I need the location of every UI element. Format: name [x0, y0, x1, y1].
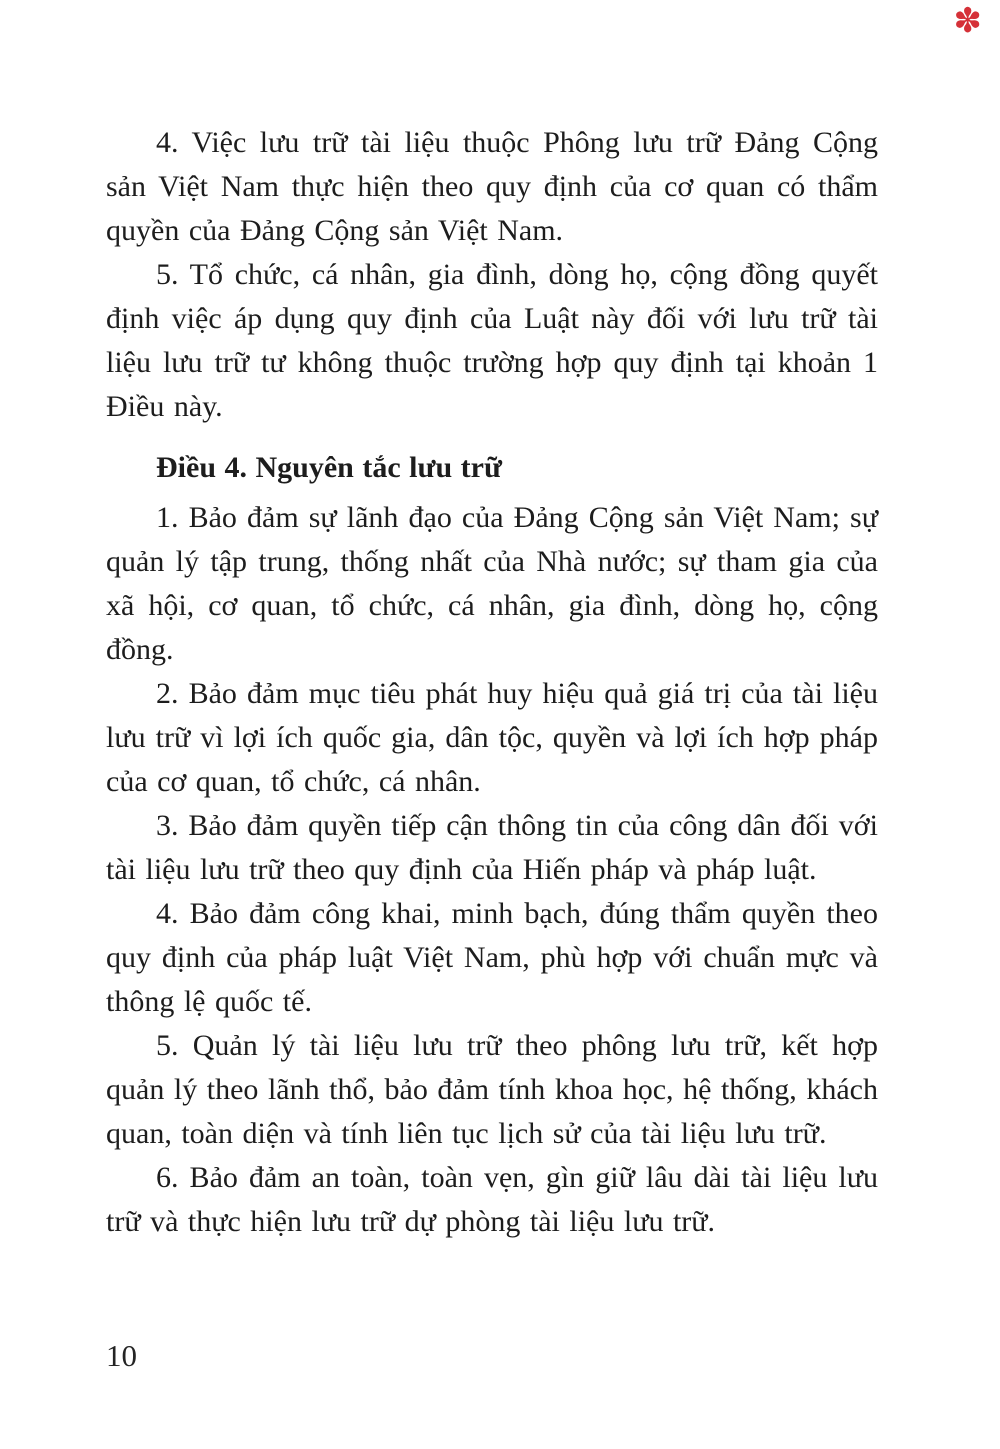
page-content	[106, 121, 878, 1244]
page-number: 10	[106, 1338, 137, 1373]
paragraph-principle-2: 2. Bảo đảm mục tiêu phát huy hiệu quả giá trị của tài liệu lưu trữ vì lợi ích quốc gia, dân tộc, quyền và lợi ích hợp pháp của cơ quan, tổ chức, cá nhân.	[106, 677, 878, 798]
paragraph-principle-4: 4. Bảo đảm công khai, minh bạch, đúng thẩm quyền theo quy định của pháp luật Việt Nam, phù hợp với chuẩn mực và thông lệ quốc tế.	[106, 897, 878, 1018]
flower-ornament-icon: ✽	[953, 1, 982, 41]
paragraph-principle-3: 3. Bảo đảm quyền tiếp cận thông tin của công dân đối với tài liệu lưu trữ theo quy định của Hiến pháp và pháp luật.	[106, 809, 878, 886]
paragraph-clause-5: 5. Tổ chức, cá nhân, gia đình, dòng họ, cộng đồng quyết định việc áp dụng quy định của Luật này đối với lưu trữ tài liệu lưu trữ tư không thuộc trường hợp quy định tại khoản 1 Điều này.	[106, 258, 878, 423]
paragraph-principle-1: 1. Bảo đảm sự lãnh đạo của Đảng Cộng sản Việt Nam; sự quản lý tập trung, thống nhất của Nhà nước; sự tham gia của xã hội, cơ quan, tổ chức, cá nhân, gia đình, dòng họ, cộng đồng.	[106, 501, 878, 666]
paragraph-principle-6: 6. Bảo đảm an toàn, toàn vẹn, gìn giữ lâu dài tài liệu lưu trữ và thực hiện lưu trữ dự phòng tài liệu lưu trữ.	[106, 1161, 878, 1238]
section-heading-dieu-4: Điều 4. Nguyên tắc lưu trữ	[156, 451, 502, 484]
paragraph-principle-5: 5. Quản lý tài liệu lưu trữ theo phông lưu trữ, kết hợp quản lý theo lãnh thổ, bảo đảm tính khoa học, hệ thống, khách quan, toàn diện và tính liên tục lịch sử của tài liệu lưu trữ.	[106, 1029, 878, 1150]
paragraph-clause-4: 4. Việc lưu trữ tài liệu thuộc Phông lưu trữ Đảng Cộng sản Việt Nam thực hiện theo quy định của cơ quan có thẩm quyền của Đảng Cộng sản Việt Nam.	[106, 126, 878, 247]
